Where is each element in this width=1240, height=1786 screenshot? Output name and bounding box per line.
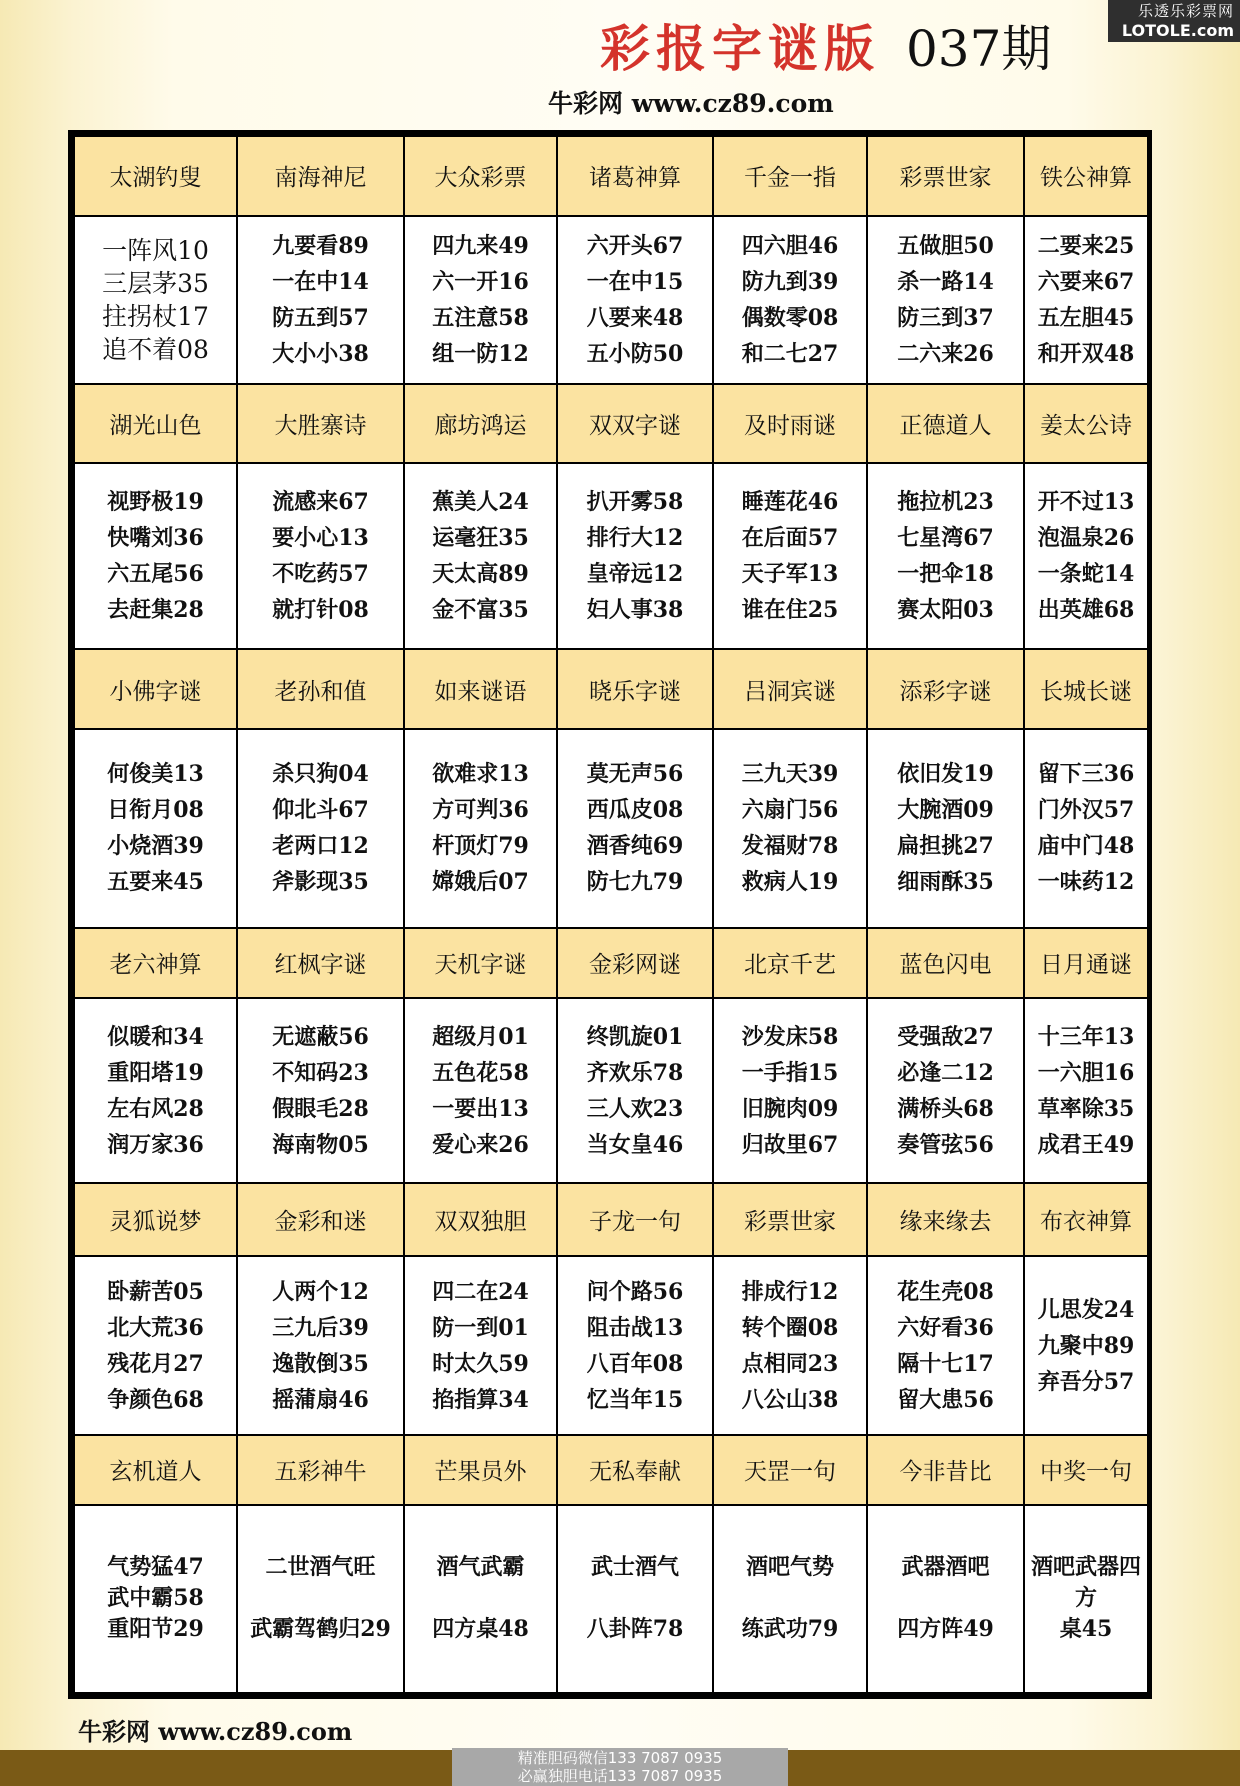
riddle-line: 不吃药57 bbox=[272, 561, 369, 588]
riddle-line: 人两个12 bbox=[272, 1278, 369, 1305]
riddle-line: 重阳节29 bbox=[107, 1616, 204, 1643]
riddle-cell bbox=[557, 1505, 713, 1693]
riddle-line: 天太高89 bbox=[432, 561, 529, 588]
riddle-line: 扁担挑27 bbox=[897, 833, 994, 860]
riddle-line: 残花月27 bbox=[107, 1350, 204, 1377]
riddle-line: 留下三36 bbox=[1037, 761, 1135, 788]
riddle-line: 重阳塔19 bbox=[107, 1059, 204, 1086]
column-author: 北京千艺 bbox=[713, 928, 867, 999]
column-author: 添彩字谜 bbox=[867, 649, 1024, 729]
riddle-line: 五色花58 bbox=[432, 1059, 529, 1086]
riddle-line: 防三到37 bbox=[897, 304, 994, 331]
riddle-line: 何俊美13 bbox=[107, 761, 204, 788]
riddle-line: 追不着08 bbox=[102, 334, 209, 364]
riddle-line: 酒气武霸 bbox=[436, 1554, 525, 1581]
riddle-line: 八卦阵78 bbox=[586, 1616, 684, 1643]
riddle-line: 掐指算34 bbox=[432, 1386, 529, 1413]
riddle-line: 救病人19 bbox=[741, 869, 839, 896]
column-author: 布衣神算 bbox=[1024, 1183, 1148, 1256]
riddle-row bbox=[74, 729, 1148, 927]
riddle-row bbox=[74, 216, 1148, 384]
riddle-line: 酒吧武器四方 bbox=[1030, 1554, 1141, 1612]
riddle-row bbox=[74, 1505, 1148, 1693]
riddle-cell bbox=[713, 1256, 867, 1435]
riddle-line: 就打针08 bbox=[272, 597, 369, 624]
riddle-cell bbox=[237, 463, 404, 649]
riddle-line: 必逢二12 bbox=[897, 1059, 994, 1086]
riddle-line: 留大患56 bbox=[897, 1386, 994, 1413]
riddle-line: 一在中14 bbox=[272, 268, 369, 295]
column-author: 五彩神牛 bbox=[237, 1435, 404, 1505]
riddle-cell bbox=[237, 1256, 404, 1435]
riddle-line: 开不过13 bbox=[1037, 489, 1135, 516]
riddle-line: 弃吾分57 bbox=[1037, 1368, 1135, 1395]
riddle-line: 酒吧气势 bbox=[745, 1554, 834, 1581]
site-watermark bbox=[1108, 0, 1240, 42]
riddle-cell bbox=[237, 729, 404, 927]
riddle-cell bbox=[557, 216, 713, 384]
riddle-line: 流感来67 bbox=[272, 489, 369, 516]
riddle-line: 和二七27 bbox=[741, 340, 839, 367]
riddle-line: 金不富35 bbox=[432, 597, 529, 624]
riddle-line bbox=[868, 1583, 1023, 1614]
riddle-line: 拄拐杖17 bbox=[102, 301, 209, 331]
column-author: 缘来缘去 bbox=[867, 1183, 1024, 1256]
riddle-line: 杀一路14 bbox=[897, 268, 994, 295]
riddle-cell bbox=[237, 998, 404, 1183]
riddle-line: 妇人事38 bbox=[586, 597, 684, 624]
riddle-line: 日衔月08 bbox=[107, 797, 204, 824]
riddle-line: 隔十七17 bbox=[897, 1350, 994, 1377]
riddle-line: 谁在住25 bbox=[741, 597, 839, 624]
riddle-line: 七星湾67 bbox=[897, 525, 994, 552]
riddle-cell bbox=[867, 998, 1024, 1183]
riddle-line: 拖拉机23 bbox=[897, 489, 994, 516]
column-author: 老六神算 bbox=[74, 928, 237, 999]
column-author: 晓乐字谜 bbox=[557, 649, 713, 729]
page-title bbox=[600, 16, 1051, 82]
column-author: 如来谜语 bbox=[404, 649, 557, 729]
watermark-line1: 乐透乐彩票网 bbox=[1137, 2, 1234, 20]
riddle-cell bbox=[404, 463, 557, 649]
footer-site: 牛彩网 www.cz89.com bbox=[78, 1717, 353, 1746]
riddle-line: 出英雄68 bbox=[1037, 597, 1135, 624]
header-row bbox=[74, 928, 1148, 999]
riddle-line: 五要来45 bbox=[107, 869, 204, 896]
riddle-line: 不知码23 bbox=[272, 1059, 369, 1086]
header-row bbox=[74, 136, 1148, 216]
contact-box bbox=[452, 1748, 788, 1786]
riddle-line: 五小防50 bbox=[586, 340, 684, 367]
riddle-cell bbox=[867, 1505, 1024, 1693]
column-author: 南海神尼 bbox=[237, 136, 404, 216]
riddle-line: 三九后39 bbox=[272, 1314, 369, 1341]
riddle-cell bbox=[1024, 998, 1148, 1183]
riddle-line: 争颜色68 bbox=[107, 1386, 204, 1413]
riddle-line: 左右风28 bbox=[107, 1095, 204, 1122]
riddle-line: 点相同23 bbox=[741, 1350, 839, 1377]
riddle-line: 四方桌48 bbox=[432, 1616, 529, 1643]
column-author: 太湖钓叟 bbox=[74, 136, 237, 216]
title-main: 彩报字谜版 bbox=[600, 20, 880, 78]
riddle-line: 六好看36 bbox=[897, 1314, 994, 1341]
riddle-line: 一六胆16 bbox=[1037, 1059, 1135, 1086]
riddle-line: 斧影现35 bbox=[272, 869, 369, 896]
column-author: 老孙和值 bbox=[237, 649, 404, 729]
riddle-line: 爱心来26 bbox=[432, 1131, 529, 1158]
riddle-row bbox=[74, 998, 1148, 1183]
riddle-line: 西瓜皮08 bbox=[586, 797, 684, 824]
riddle-cell bbox=[404, 1256, 557, 1435]
riddle-table bbox=[73, 135, 1149, 1694]
column-author: 千金一指 bbox=[713, 136, 867, 216]
riddle-cell bbox=[1024, 216, 1148, 384]
column-author: 诸葛神算 bbox=[557, 136, 713, 216]
riddle-line: 六开头67 bbox=[586, 232, 684, 259]
riddle-cell bbox=[867, 1256, 1024, 1435]
riddle-line: 五做胆50 bbox=[897, 232, 994, 259]
riddle-line: 二要来25 bbox=[1037, 232, 1135, 259]
column-author: 天罡一句 bbox=[713, 1435, 867, 1505]
riddle-line: 四六胆46 bbox=[741, 232, 839, 259]
riddle-line: 武器酒吧 bbox=[901, 1554, 990, 1581]
riddle-line: 睡莲花46 bbox=[741, 489, 839, 516]
column-author: 天机字谜 bbox=[404, 928, 557, 999]
column-author: 彩票世家 bbox=[867, 136, 1024, 216]
riddle-line: 和开双48 bbox=[1037, 340, 1135, 367]
riddle-line: 视野极19 bbox=[107, 489, 204, 516]
riddle-cell bbox=[713, 729, 867, 927]
column-author: 吕洞宾谜 bbox=[713, 649, 867, 729]
column-author: 及时雨谜 bbox=[713, 384, 867, 464]
riddle-line: 嫦娥后07 bbox=[432, 869, 529, 896]
riddle-line: 防七九79 bbox=[586, 869, 684, 896]
riddle-line: 四九来49 bbox=[432, 232, 529, 259]
column-author: 玄机道人 bbox=[74, 1435, 237, 1505]
riddle-line: 忆当年15 bbox=[586, 1386, 684, 1413]
column-author: 长城长谜 bbox=[1024, 649, 1148, 729]
riddle-line: 成君王49 bbox=[1037, 1131, 1135, 1158]
header-row bbox=[74, 649, 1148, 729]
riddle-line: 无遮蔽56 bbox=[272, 1023, 369, 1050]
column-author: 大众彩票 bbox=[404, 136, 557, 216]
column-author: 芒果员外 bbox=[404, 1435, 557, 1505]
riddle-line: 九要看89 bbox=[272, 232, 369, 259]
riddle-line: 九聚中89 bbox=[1037, 1332, 1135, 1359]
riddle-line: 庙中门48 bbox=[1037, 833, 1135, 860]
riddle-line: 三九天39 bbox=[741, 761, 839, 788]
riddle-line: 老两口12 bbox=[272, 833, 369, 860]
column-author: 姜太公诗 bbox=[1024, 384, 1148, 464]
riddle-cell bbox=[74, 1505, 237, 1693]
riddle-line: 四方阵49 bbox=[897, 1616, 994, 1643]
riddle-line bbox=[714, 1583, 866, 1614]
riddle-line: 蕉美人24 bbox=[432, 489, 529, 516]
riddle-cell bbox=[557, 729, 713, 927]
riddle-line: 十三年13 bbox=[1037, 1023, 1135, 1050]
riddle-cell bbox=[74, 216, 237, 384]
riddle-cell bbox=[404, 1505, 557, 1693]
riddle-line: 门外汉57 bbox=[1037, 797, 1135, 824]
riddle-cell bbox=[74, 729, 237, 927]
riddle-line: 沙发床58 bbox=[741, 1023, 839, 1050]
riddle-line: 细雨酥35 bbox=[897, 869, 994, 896]
riddle-line: 泡温泉26 bbox=[1037, 525, 1135, 552]
riddle-line: 一把伞18 bbox=[897, 561, 994, 588]
riddle-line bbox=[558, 1583, 712, 1614]
riddle-cell bbox=[237, 216, 404, 384]
riddle-line: 归故里67 bbox=[741, 1131, 839, 1158]
riddle-line: 海南物05 bbox=[272, 1131, 369, 1158]
riddle-cell bbox=[713, 998, 867, 1183]
riddle-line: 假眼毛28 bbox=[272, 1095, 369, 1122]
riddle-line: 皇帝远12 bbox=[586, 561, 684, 588]
riddle-line: 六要来67 bbox=[1037, 268, 1135, 295]
riddle-line: 杆顶灯79 bbox=[432, 833, 529, 860]
riddle-cell bbox=[74, 1256, 237, 1435]
riddle-cell bbox=[867, 216, 1024, 384]
riddle-line: 超级月01 bbox=[432, 1023, 529, 1050]
riddle-line: 齐欢乐78 bbox=[586, 1059, 684, 1086]
subtitle: 牛彩网 www.cz89.com bbox=[548, 89, 834, 118]
riddle-line: 二六来26 bbox=[897, 340, 994, 367]
riddle-line: 转个圈08 bbox=[741, 1314, 839, 1341]
riddle-line: 练武功79 bbox=[741, 1616, 839, 1643]
riddle-line: 方可判36 bbox=[432, 797, 529, 824]
riddle-line: 武中霸58 bbox=[107, 1585, 204, 1612]
riddle-line: 防九到39 bbox=[741, 268, 839, 295]
riddle-line: 一阵风10 bbox=[102, 235, 209, 265]
riddle-line: 发福财78 bbox=[741, 833, 839, 860]
riddle-cell bbox=[557, 463, 713, 649]
riddle-line: 阻击战13 bbox=[586, 1314, 684, 1341]
column-author: 彩票世家 bbox=[713, 1183, 867, 1256]
column-author: 大胜寨诗 bbox=[237, 384, 404, 464]
riddle-cell bbox=[404, 998, 557, 1183]
riddle-row bbox=[74, 1256, 1148, 1435]
riddle-line: 莫无声56 bbox=[586, 761, 684, 788]
riddle-line: 六五尾56 bbox=[107, 561, 204, 588]
riddle-cell bbox=[557, 998, 713, 1183]
riddle-line: 一手指15 bbox=[741, 1059, 839, 1086]
riddle-line: 一味药12 bbox=[1037, 869, 1135, 896]
riddle-cell bbox=[74, 463, 237, 649]
riddle-line: 防五到57 bbox=[272, 304, 369, 331]
riddle-line: 卧薪苦05 bbox=[107, 1278, 204, 1305]
watermark-line2: LOTOLE.com bbox=[1121, 21, 1234, 40]
riddle-line: 四二在24 bbox=[432, 1278, 529, 1305]
riddle-cell bbox=[867, 463, 1024, 649]
riddle-line: 二世酒气旺 bbox=[265, 1554, 376, 1581]
riddle-line: 八百年08 bbox=[586, 1350, 684, 1377]
column-author: 日月通谜 bbox=[1024, 928, 1148, 999]
column-author: 红枫字谜 bbox=[237, 928, 404, 999]
riddle-cell bbox=[404, 729, 557, 927]
riddle-line: 快嘴刘36 bbox=[107, 525, 204, 552]
riddle-line: 终凯旋01 bbox=[586, 1023, 684, 1050]
riddle-cell bbox=[404, 216, 557, 384]
riddle-line: 三层茅35 bbox=[102, 268, 209, 298]
riddle-line: 一要出13 bbox=[432, 1095, 529, 1122]
riddle-line: 扒开雾58 bbox=[586, 489, 684, 516]
riddle-line: 花生壳08 bbox=[897, 1278, 994, 1305]
riddle-line: 杀只狗04 bbox=[272, 761, 369, 788]
riddle-line: 六扇门56 bbox=[741, 797, 839, 824]
riddle-line: 依旧发19 bbox=[897, 761, 994, 788]
riddle-line: 六一开16 bbox=[432, 268, 529, 295]
column-author: 无私奉献 bbox=[557, 1435, 713, 1505]
riddle-row bbox=[74, 463, 1148, 649]
riddle-line: 欲难求13 bbox=[432, 761, 529, 788]
riddle-cell bbox=[1024, 1505, 1148, 1693]
riddle-line: 八要来48 bbox=[586, 304, 684, 331]
riddle-line: 要小心13 bbox=[272, 525, 369, 552]
riddle-line: 逸散倒35 bbox=[272, 1350, 369, 1377]
riddle-line: 五左胆45 bbox=[1037, 304, 1135, 331]
riddle-line: 酒香纯69 bbox=[586, 833, 684, 860]
header-row bbox=[74, 384, 1148, 464]
column-author: 小佛字谜 bbox=[74, 649, 237, 729]
riddle-line: 桌45 bbox=[1059, 1616, 1113, 1643]
riddle-line: 问个路56 bbox=[586, 1278, 684, 1305]
riddle-line: 大腕酒09 bbox=[897, 797, 994, 824]
riddle-line bbox=[238, 1583, 403, 1614]
riddle-cell bbox=[1024, 463, 1148, 649]
column-author: 正德道人 bbox=[867, 384, 1024, 464]
column-author: 蓝色闪电 bbox=[867, 928, 1024, 999]
riddle-line: 武士酒气 bbox=[590, 1554, 679, 1581]
riddle-line: 草率除35 bbox=[1037, 1095, 1135, 1122]
riddle-line: 三人欢23 bbox=[586, 1095, 684, 1122]
riddle-line: 大小小38 bbox=[272, 340, 369, 367]
riddle-cell bbox=[713, 463, 867, 649]
contact-line-1: 精准胆码微信133 7087 0935 bbox=[517, 1749, 723, 1767]
riddle-line: 摇蒲扇46 bbox=[272, 1386, 369, 1413]
header-row bbox=[74, 1435, 1148, 1505]
riddle-line: 运毫狂35 bbox=[432, 525, 529, 552]
riddle-line: 在后面57 bbox=[741, 525, 839, 552]
riddle-line: 北大荒36 bbox=[107, 1314, 204, 1341]
riddle-line: 排行大12 bbox=[586, 525, 684, 552]
riddle-cell bbox=[1024, 1256, 1148, 1435]
riddle-line: 润万家36 bbox=[107, 1131, 204, 1158]
riddle-line: 奏管弦56 bbox=[897, 1131, 994, 1158]
column-author: 双双字谜 bbox=[557, 384, 713, 464]
riddle-line: 一在中15 bbox=[586, 268, 684, 295]
riddle-line: 一条蛇14 bbox=[1037, 561, 1135, 588]
column-author: 灵狐说梦 bbox=[74, 1183, 237, 1256]
riddle-line: 气势猛47 bbox=[107, 1554, 204, 1581]
riddle-line: 时太久59 bbox=[432, 1350, 529, 1377]
riddle-line: 五注意58 bbox=[432, 304, 529, 331]
column-author: 金彩和迷 bbox=[237, 1183, 404, 1256]
column-author: 铁公神算 bbox=[1024, 136, 1148, 216]
riddle-cell bbox=[713, 1505, 867, 1693]
riddle-line: 似暖和34 bbox=[107, 1023, 204, 1050]
riddle-line: 排成行12 bbox=[741, 1278, 839, 1305]
riddle-cell bbox=[557, 1256, 713, 1435]
riddle-line: 旧腕肉09 bbox=[741, 1095, 839, 1122]
riddle-cell bbox=[237, 1505, 404, 1693]
riddle-grid bbox=[68, 130, 1152, 1699]
riddle-line: 当女皇46 bbox=[586, 1131, 684, 1158]
riddle-line: 去赶集28 bbox=[107, 597, 204, 624]
riddle-line: 八公山38 bbox=[741, 1386, 839, 1413]
riddle-line bbox=[405, 1583, 556, 1614]
riddle-cell bbox=[74, 998, 237, 1183]
contact-line-2: 必赢独胆电话133 7087 0935 bbox=[517, 1767, 723, 1785]
column-author: 双双独胆 bbox=[404, 1183, 557, 1256]
riddle-cell bbox=[713, 216, 867, 384]
riddle-line: 防一到01 bbox=[432, 1314, 529, 1341]
riddle-line: 小烧酒39 bbox=[107, 833, 204, 860]
column-author: 廊坊鸿运 bbox=[404, 384, 557, 464]
riddle-cell bbox=[867, 729, 1024, 927]
riddle-line: 赛太阳03 bbox=[897, 597, 994, 624]
column-author: 今非昔比 bbox=[867, 1435, 1024, 1505]
riddle-line: 受强敌27 bbox=[897, 1023, 994, 1050]
riddle-line: 儿思发24 bbox=[1037, 1296, 1135, 1323]
riddle-line: 武霸驾鹤归29 bbox=[250, 1616, 391, 1643]
riddle-line: 偶数零08 bbox=[741, 304, 839, 331]
column-author: 中奖一句 bbox=[1024, 1435, 1148, 1505]
header-row bbox=[74, 1183, 1148, 1256]
riddle-cell bbox=[1024, 729, 1148, 927]
column-author: 金彩网谜 bbox=[557, 928, 713, 999]
issue-number: 037期 bbox=[906, 20, 1052, 78]
riddle-line: 天子军13 bbox=[741, 561, 839, 588]
column-author: 湖光山色 bbox=[74, 384, 237, 464]
riddle-line: 组一防12 bbox=[432, 340, 529, 367]
column-author: 子龙一句 bbox=[557, 1183, 713, 1256]
riddle-line: 满桥头68 bbox=[897, 1095, 994, 1122]
riddle-line: 仰北斗67 bbox=[272, 797, 369, 824]
